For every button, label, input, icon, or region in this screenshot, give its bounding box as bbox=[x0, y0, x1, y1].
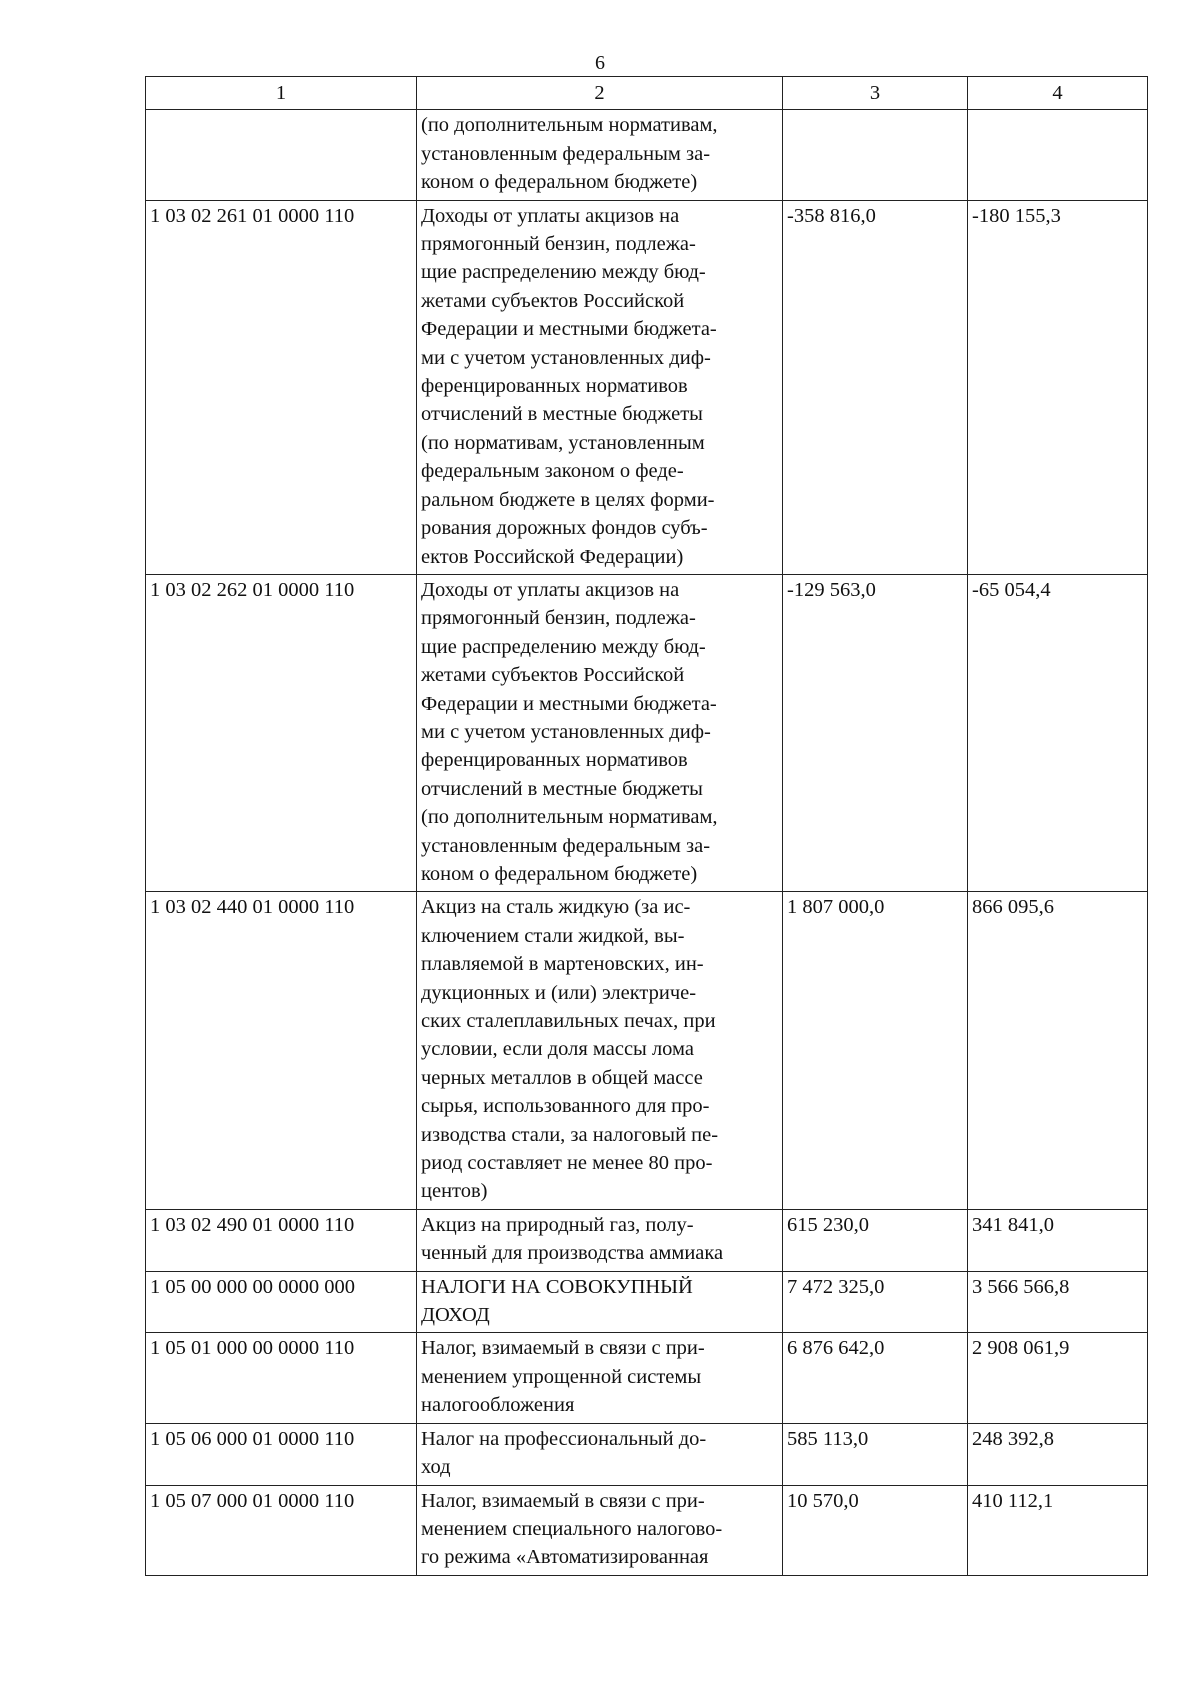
budget-code-cell: 1 05 07 000 01 0000 110 bbox=[146, 1485, 417, 1575]
amount-col-3-cell: -358 816,0 bbox=[783, 200, 968, 574]
page-number: 6 bbox=[595, 52, 605, 74]
budget-code-cell: 1 03 02 440 01 0000 110 bbox=[146, 892, 417, 1209]
description-line: ДОХОД bbox=[421, 1304, 490, 1327]
table-row bbox=[146, 110, 1148, 200]
description-line: ральном бюджете в целях форми- bbox=[421, 488, 715, 511]
description-cell bbox=[417, 892, 783, 1209]
description-line: ектов Российской Федерации) bbox=[421, 545, 684, 568]
description-line: риод составляет не менее 80 про- bbox=[421, 1152, 713, 1175]
amount-col-3-cell: 615 230,0 bbox=[783, 1209, 968, 1271]
table-row bbox=[146, 1423, 1148, 1485]
description-cell bbox=[417, 1333, 783, 1423]
description-line: установленным федеральным за- bbox=[421, 142, 711, 165]
description-line: Акциз на природный газ, полу- bbox=[421, 1213, 694, 1236]
description-line: установленным федеральным за- bbox=[421, 834, 711, 857]
description-line: Налог, взимаемый в связи с при- bbox=[421, 1489, 705, 1512]
budget-code-cell: 1 05 06 000 01 0000 110 bbox=[146, 1423, 417, 1485]
amount-col-4-cell: -180 155,3 bbox=[968, 200, 1148, 574]
budget-code-cell: 1 03 02 490 01 0000 110 bbox=[146, 1209, 417, 1271]
description-line: Доходы от уплаты акцизов на bbox=[421, 578, 680, 601]
description-line: ференцированных нормативов bbox=[421, 749, 688, 772]
budget-code-cell: 1 05 01 000 00 0000 110 bbox=[146, 1333, 417, 1423]
description-cell bbox=[417, 1209, 783, 1271]
description-line: коном о федеральном бюджете) bbox=[421, 171, 698, 194]
description-line: ключением стали жидкой, вы- bbox=[421, 924, 685, 947]
description-cell bbox=[417, 1485, 783, 1575]
description-line: Федерации и местными бюджета- bbox=[421, 318, 717, 341]
description-line: Налог на профессиональный до- bbox=[421, 1427, 707, 1450]
description-line: условии, если доля массы лома bbox=[421, 1038, 694, 1061]
description-line: щие распределению между бюд- bbox=[421, 261, 706, 284]
description-cell bbox=[417, 200, 783, 574]
description-line: (по дополнительным нормативам, bbox=[421, 806, 718, 829]
table-body bbox=[146, 110, 1148, 1575]
description-line: прямогонный бензин, подлежа- bbox=[421, 607, 696, 630]
description-cell bbox=[417, 110, 783, 200]
description-line: НАЛОГИ НА СОВОКУПНЫЙ bbox=[421, 1275, 693, 1298]
description-line: отчислений в местные бюджеты bbox=[421, 403, 703, 426]
description-line: жетами субъектов Российской bbox=[421, 664, 685, 687]
description-line: жетами субъектов Российской bbox=[421, 289, 685, 312]
budget-table bbox=[145, 76, 1148, 1576]
description-line: центов) bbox=[421, 1180, 488, 1203]
header-col-2: 2 bbox=[417, 77, 783, 110]
amount-col-3-cell: 10 570,0 bbox=[783, 1485, 968, 1575]
header-row bbox=[146, 77, 1148, 110]
amount-col-3-cell bbox=[783, 110, 968, 200]
table-row bbox=[146, 1485, 1148, 1575]
description-line: рования дорожных фондов субъ- bbox=[421, 517, 708, 540]
description-cell bbox=[417, 1271, 783, 1333]
description-line: изводства стали, за налоговый пе- bbox=[421, 1123, 719, 1146]
description-line: (по дополнительным нормативам, bbox=[421, 114, 718, 137]
budget-code-cell: 1 03 02 261 01 0000 110 bbox=[146, 200, 417, 574]
description-line: менением специального налогово- bbox=[421, 1517, 723, 1540]
description-cell bbox=[417, 1423, 783, 1485]
amount-col-4-cell: -65 054,4 bbox=[968, 574, 1148, 891]
amount-col-3-cell: 585 113,0 bbox=[783, 1423, 968, 1485]
header-col-4: 4 bbox=[968, 77, 1148, 110]
header-col-1: 1 bbox=[146, 77, 417, 110]
budget-code-cell: 1 03 02 262 01 0000 110 bbox=[146, 574, 417, 891]
table-row bbox=[146, 200, 1148, 574]
table-row bbox=[146, 1209, 1148, 1271]
description-line: Доходы от уплаты акцизов на bbox=[421, 204, 680, 227]
table-row bbox=[146, 574, 1148, 891]
description-line: менением упрощенной системы bbox=[421, 1365, 702, 1388]
budget-code-cell: 1 05 00 000 00 0000 000 bbox=[146, 1271, 417, 1333]
description-line: ченный для производства аммиака bbox=[421, 1242, 724, 1265]
amount-col-4-cell: 866 095,6 bbox=[968, 892, 1148, 1209]
header-col-3: 3 bbox=[783, 77, 968, 110]
description-line: дукционных и (или) электриче- bbox=[421, 981, 697, 1004]
amount-col-3-cell: 7 472 325,0 bbox=[783, 1271, 968, 1333]
amount-col-4-cell: 2 908 061,9 bbox=[968, 1333, 1148, 1423]
description-line: (по нормативам, установленным bbox=[421, 431, 705, 454]
amount-col-3-cell: 1 807 000,0 bbox=[783, 892, 968, 1209]
description-line: отчислений в местные бюджеты bbox=[421, 777, 703, 800]
description-line: коном о федеральном бюджете) bbox=[421, 862, 698, 885]
table-row bbox=[146, 1333, 1148, 1423]
description-line: Акциз на сталь жидкую (за ис- bbox=[421, 896, 691, 919]
table-row bbox=[146, 1271, 1148, 1333]
amount-col-4-cell bbox=[968, 110, 1148, 200]
amount-col-4-cell: 341 841,0 bbox=[968, 1209, 1148, 1271]
budget-code-cell bbox=[146, 110, 417, 200]
description-cell bbox=[417, 574, 783, 891]
amount-col-4-cell: 248 392,8 bbox=[968, 1423, 1148, 1485]
description-line: го режима «Автоматизированная bbox=[421, 1546, 709, 1569]
description-line: ми с учетом установленных диф- bbox=[421, 720, 711, 743]
description-line: Налог, взимаемый в связи с при- bbox=[421, 1337, 705, 1360]
amount-col-3-cell: 6 876 642,0 bbox=[783, 1333, 968, 1423]
description-line: ми с учетом установленных диф- bbox=[421, 346, 711, 369]
amount-col-3-cell: -129 563,0 bbox=[783, 574, 968, 891]
amount-col-4-cell: 410 112,1 bbox=[968, 1485, 1148, 1575]
description-line: прямогонный бензин, подлежа- bbox=[421, 233, 696, 256]
description-line: ход bbox=[421, 1456, 451, 1479]
description-line: ференцированных нормативов bbox=[421, 375, 688, 398]
table-row bbox=[146, 892, 1148, 1209]
description-line: щие распределению между бюд- bbox=[421, 635, 706, 658]
description-line: федеральным законом о феде- bbox=[421, 460, 684, 483]
description-line: ских сталеплавильных печах, при bbox=[421, 1010, 716, 1032]
description-line: Федерации и местными бюджета- bbox=[421, 692, 717, 715]
description-line: сырья, использованного для про- bbox=[421, 1095, 710, 1118]
description-line: плавляемой в мартеновских, ин- bbox=[421, 953, 704, 976]
description-line: налогообложения bbox=[421, 1394, 575, 1417]
description-line: черных металлов в общей массе bbox=[421, 1066, 703, 1089]
amount-col-4-cell: 3 566 566,8 bbox=[968, 1271, 1148, 1333]
table-header bbox=[146, 77, 1148, 110]
